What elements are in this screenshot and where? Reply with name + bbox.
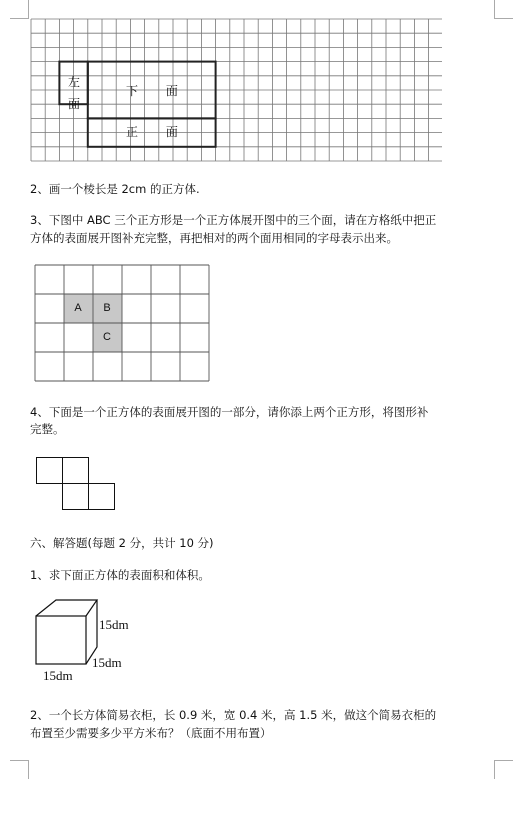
- net-square-4: [89, 484, 115, 510]
- corner-mark-top-left: [10, 0, 29, 19]
- cube-drawing: [30, 598, 140, 668]
- section-6-question-2-line-2: 布置至少需要多少平方米布？（底面不用布置）: [30, 726, 272, 740]
- bottom-face-label: 下 面: [126, 84, 178, 98]
- grid-figure: [30, 18, 442, 162]
- cube-front-face: [36, 616, 86, 664]
- corner-mark-bottom-left: [10, 760, 29, 779]
- question-3-line-1: 3、下图中 ABC 三个正方形是一个正方体展开图中的三个面，请在方格纸中把正: [30, 213, 437, 227]
- front-face-label: 正 面: [126, 125, 178, 139]
- section-6-title: 六、解答题(每题 2 分，共计 10 分): [30, 536, 214, 550]
- abc-grid-figure: [34, 264, 214, 384]
- question-2: 2、画一个棱长是 2cm 的正方体.: [30, 182, 200, 196]
- net-square-3: [63, 484, 89, 510]
- partial-net-figure: [34, 455, 118, 513]
- grid-paper: [30, 18, 442, 162]
- square-label-b: B: [103, 302, 111, 314]
- abc-grid: [34, 264, 214, 384]
- question-4-line-2: 完整。: [30, 422, 65, 436]
- cube-dimension-length: 15dm: [43, 668, 73, 683]
- square-label-c: C: [103, 331, 111, 343]
- square-label-a: A: [74, 302, 82, 314]
- left-face-label-1: 左: [68, 75, 81, 89]
- net-square-1: [37, 458, 63, 484]
- corner-mark-bottom-right: [494, 760, 513, 779]
- left-face-label-2: 面: [68, 97, 81, 111]
- net-square-2: [63, 458, 89, 484]
- section-6-question-2-line-1: 2、一个长方体简易衣柜，长 0.9 米，宽 0.4 米，高 1.5 米，做这个简易衣柜的: [30, 708, 437, 722]
- partial-net: [34, 455, 118, 513]
- question-3-line-2: 方体的表面展开图补充完整，再把相对的两个面用相同的字母表示出来。: [30, 231, 398, 245]
- cube-figure: [30, 598, 140, 688]
- cube-top-face: [36, 600, 97, 616]
- cube-dimension-height: 15dm: [99, 617, 129, 632]
- cube-dimension-depth: 15dm: [92, 655, 122, 670]
- question-4-line-1: 4、下面是一个正方体的表面展开图的一部分，请你添上两个正方形，将图形补: [30, 405, 429, 419]
- corner-mark-top-right: [494, 0, 513, 19]
- section-6-question-1: 1、求下面正方体的表面积和体积。: [30, 568, 210, 582]
